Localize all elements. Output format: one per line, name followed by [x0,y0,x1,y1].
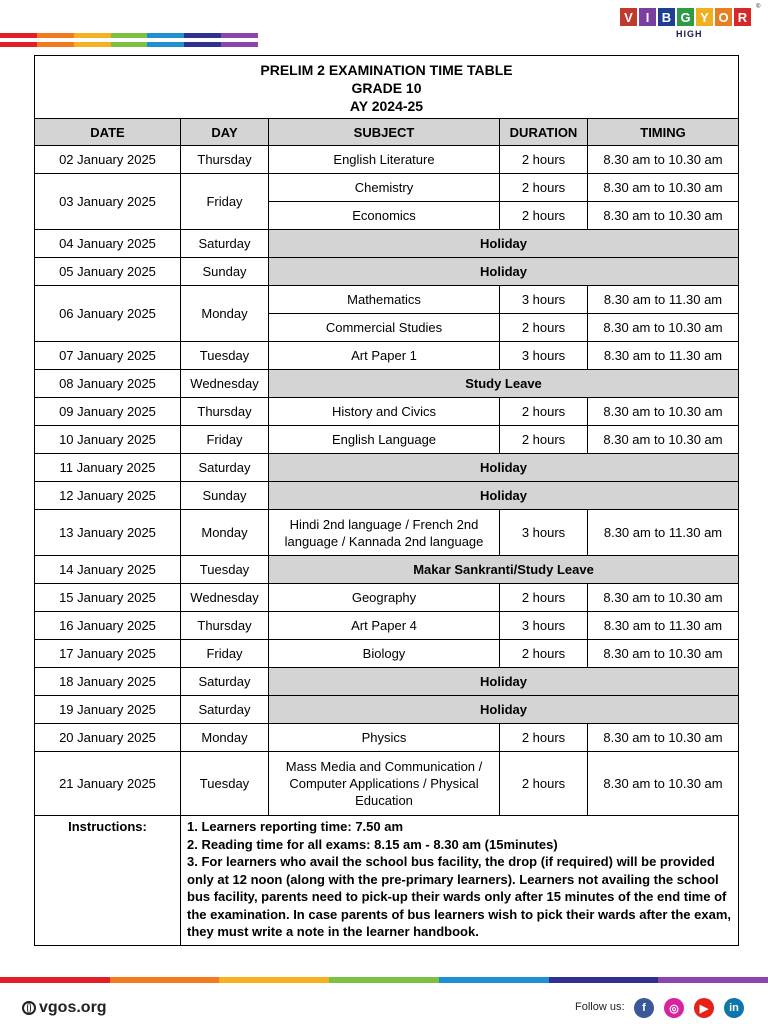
subject-cell: History and Civics [269,398,500,426]
note-cell: Holiday [269,668,739,696]
date-cell: 05 January 2025 [35,258,181,286]
color-bar-segment [110,977,220,983]
day-cell: Monday [181,510,269,556]
timing-cell: 8.30 am to 10.30 am [588,426,739,454]
color-bar-segment [74,33,111,38]
instructions-text [181,816,739,946]
day-cell: Monday [181,724,269,752]
table-row [35,724,739,752]
table-row [35,752,739,816]
column-header-day: DAY [181,119,269,146]
table-row [35,230,739,258]
timing-cell: 8.30 am to 10.30 am [588,202,739,230]
note-cell: Holiday [269,230,739,258]
table-row [35,146,739,174]
timing-cell: 8.30 am to 11.30 am [588,510,739,556]
timing-cell: 8.30 am to 10.30 am [588,146,739,174]
subject-cell: Art Paper 4 [269,612,500,640]
day-cell: Saturday [181,230,269,258]
table-row [35,696,739,724]
duration-cell: 3 hours [500,342,588,370]
day-cell: Wednesday [181,370,269,398]
footer-color-bar [0,977,768,983]
day-cell: Friday [181,640,269,668]
subject-cell: Hindi 2nd language / French 2nd language / Kannada 2nd language [269,510,500,556]
date-cell: 16 January 2025 [35,612,181,640]
registered-mark: ® [756,4,761,10]
instructions-label: Instructions: [35,816,181,946]
instruction-item: 2. Reading time for all exams: 8.15 am - 8.30 am (15minutes) [187,836,558,852]
color-bar-segment [0,42,37,47]
duration-cell: 2 hours [500,640,588,668]
facebook-icon[interactable]: f [634,998,654,1018]
color-bar-segment [439,977,549,983]
color-bar-segment [37,33,74,38]
title-line: GRADE 10 [351,80,422,96]
subject-cell: Chemistry [269,174,500,202]
globe-icon [22,1001,36,1015]
date-cell: 13 January 2025 [35,510,181,556]
date-cell: 03 January 2025 [35,174,181,230]
timing-cell: 8.30 am to 11.30 am [588,342,739,370]
website-link[interactable] [22,999,107,1017]
color-bar-row [0,42,258,47]
note-cell: Holiday [269,696,739,724]
color-bar-segment [111,42,148,47]
title-line: AY 2024-25 [349,98,424,114]
color-bar-segment [221,33,258,38]
table-row [35,174,739,202]
table-row [35,482,739,510]
logo-subtitle: HIGH [676,29,703,39]
youtube-icon[interactable]: ▶ [694,998,714,1018]
subject-cell: Commercial Studies [269,314,500,342]
day-cell: Saturday [181,454,269,482]
date-cell: 17 January 2025 [35,640,181,668]
color-bar-row [0,33,258,38]
color-bar-segment [184,33,221,38]
table-row [35,584,739,612]
table-row [35,668,739,696]
color-bar-segment [184,42,221,47]
timing-cell: 8.30 am to 10.30 am [588,752,739,816]
vibgyor-logo [620,8,751,26]
timing-cell: 8.30 am to 10.30 am [588,398,739,426]
date-cell: 08 January 2025 [35,370,181,398]
timing-cell: 8.30 am to 10.30 am [588,724,739,752]
date-cell: 09 January 2025 [35,398,181,426]
date-cell: 10 January 2025 [35,426,181,454]
day-cell: Thursday [181,146,269,174]
day-cell: Friday [181,426,269,454]
table-row [35,426,739,454]
duration-cell: 2 hours [500,724,588,752]
date-cell: 04 January 2025 [35,230,181,258]
table-row [35,342,739,370]
timing-cell: 8.30 am to 11.30 am [588,286,739,314]
day-cell: Wednesday [181,584,269,612]
day-cell: Saturday [181,668,269,696]
duration-cell: 2 hours [500,426,588,454]
subject-cell: Art Paper 1 [269,342,500,370]
logo-letter: B [658,8,675,26]
timetable-title [35,56,739,119]
color-bar-segment [658,977,768,983]
duration-cell: 2 hours [500,174,588,202]
subject-cell: English Language [269,426,500,454]
day-cell: Monday [181,286,269,342]
column-header-timing: TIMING [588,119,739,146]
date-cell: 14 January 2025 [35,556,181,584]
instruction-item: 1. Learners reporting time: 7.50 am [187,819,404,834]
day-cell: Thursday [181,612,269,640]
table-row [35,640,739,668]
color-bar-segment [74,42,111,47]
date-cell: 12 January 2025 [35,482,181,510]
table-row [35,398,739,426]
logo-letter: G [677,8,694,26]
day-cell: Tuesday [181,752,269,816]
website-text: vgos.org [39,999,107,1016]
duration-cell: 2 hours [500,398,588,426]
instruction-item: 3. For learners who avail the school bus facility, the drop (if required) will be provided only at 12 noon (along with the pre-primary learners). Learners not availing the school bus facility, parents need to pick-up their wards only after 15 minutes of the end time of the examination. In case parents of bus learners wish to pick their wards after the exam, they must write a note in the learner handbook. [187,854,732,939]
exam-timetable [34,55,739,946]
table-row [35,258,739,286]
date-cell: 11 January 2025 [35,454,181,482]
date-cell: 21 January 2025 [35,752,181,816]
subject-cell: Biology [269,640,500,668]
date-cell: 19 January 2025 [35,696,181,724]
day-cell: Friday [181,174,269,230]
date-cell: 06 January 2025 [35,286,181,342]
subject-cell: Geography [269,584,500,612]
table-row [35,286,739,314]
day-cell: Sunday [181,482,269,510]
color-bar-segment [111,33,148,38]
logo-letter: V [620,8,637,26]
table-row [35,454,739,482]
day-cell: Saturday [181,696,269,724]
logo-letter: O [715,8,732,26]
date-cell: 20 January 2025 [35,724,181,752]
duration-cell: 3 hours [500,510,588,556]
duration-cell: 2 hours [500,752,588,816]
table-row [35,556,739,584]
column-header-date: DATE [35,119,181,146]
table-row [35,612,739,640]
timing-cell: 8.30 am to 10.30 am [588,584,739,612]
color-bar-segment [0,33,37,38]
subject-cell: Physics [269,724,500,752]
logo-letter: R [734,8,751,26]
subject-cell: Mass Media and Communication / Computer Applications / Physical Education [269,752,500,816]
color-bar-segment [329,977,439,983]
note-cell: Holiday [269,482,739,510]
timetable-body [35,56,739,946]
duration-cell: 2 hours [500,584,588,612]
header-row [35,119,739,146]
column-header-subject: SUBJECT [269,119,500,146]
subject-cell: Economics [269,202,500,230]
duration-cell: 3 hours [500,286,588,314]
logo-letter: Y [696,8,713,26]
note-cell: Holiday [269,454,739,482]
date-cell: 07 January 2025 [35,342,181,370]
logo-letter: I [639,8,656,26]
color-bar-segment [221,42,258,47]
date-cell: 18 January 2025 [35,668,181,696]
color-bar-segment [147,33,184,38]
timing-cell: 8.30 am to 10.30 am [588,314,739,342]
duration-cell: 2 hours [500,314,588,342]
note-cell: Holiday [269,258,739,286]
color-bar-segment [219,977,329,983]
note-cell: Study Leave [269,370,739,398]
color-bar-segment [0,977,110,983]
date-cell: 02 January 2025 [35,146,181,174]
date-cell: 15 January 2025 [35,584,181,612]
timing-cell: 8.30 am to 10.30 am [588,640,739,668]
follow-us-label: Follow us: [575,1001,625,1013]
instagram-icon[interactable]: ◎ [664,998,684,1018]
title-line: PRELIM 2 EXAMINATION TIME TABLE [260,62,513,78]
linkedin-icon[interactable]: in [724,998,744,1018]
day-cell: Sunday [181,258,269,286]
duration-cell: 2 hours [500,202,588,230]
timing-cell: 8.30 am to 11.30 am [588,612,739,640]
subject-cell: Mathematics [269,286,500,314]
header-color-bars [0,33,258,51]
day-cell: Thursday [181,398,269,426]
day-cell: Tuesday [181,556,269,584]
duration-cell: 3 hours [500,612,588,640]
table-row [35,510,739,556]
day-cell: Tuesday [181,342,269,370]
color-bar-segment [147,42,184,47]
column-header-duration: DURATION [500,119,588,146]
duration-cell: 2 hours [500,146,588,174]
timing-cell: 8.30 am to 10.30 am [588,174,739,202]
color-bar-segment [549,977,659,983]
color-bar-segment [37,42,74,47]
instructions-row [35,816,739,946]
table-row [35,370,739,398]
subject-cell: English Literature [269,146,500,174]
note-cell: Makar Sankranti/Study Leave [269,556,739,584]
